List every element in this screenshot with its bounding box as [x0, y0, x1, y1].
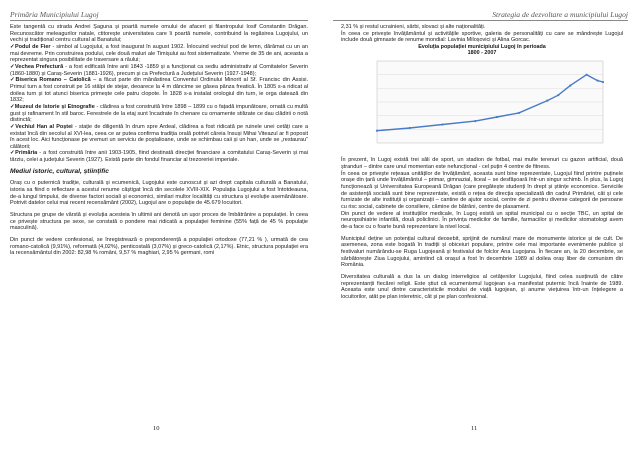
paragraph: Din punct de vedere confesional, se înregistrează o preponderență a populației ortodoxe (77,21 % ), urmată de cea romano-catolică (9,91%), reformată (4,02%), penticostală (3,07%) și greco-catolică (2,17%). Etnic, structura populației era la recensământul din 2002: 82,98 % români, 9,57 % maghiari, 2,95 % germani, romi: [10, 237, 308, 257]
running-header: Strategia de dezvoltare a municipiului Lugoj: [492, 10, 628, 19]
paragraph: În ceea ce privește rețeaua unităților de învățământ, aceasta sunt bine reprezentate, Lugojul fiind printre puținele orașe din țară unde învățământul – primar, gimnazial, liceal – se desfășoară într-un singur schimb. În plus, la Lugoj funcționează și Universitatea Europeană Drăgan (care pregătește studenți în drept și științe economice. Serviciile de asistență socială sunt bine reprezentate, există o rețea de direcția specializată din cadrul Primăriei, cât și cele furnizate de alte instituții și organizații – cantine de ajutor social, centre de zi pentru diverse categorii de persoane cu risc social, cabinete de consiliere, cămine de bătrâni, centre de plasament.: [341, 170, 623, 211]
landmark-description: - clădirea a fost construită între 1898 – 1899 cu o fațadă impunătoare, ornată cu multă gust și rafinament în stil baroc. Ferestrele de la etaj sunt încadrate în chenare cu ornamente stilizate ce dau clădirii o notă distinctă;: [10, 103, 308, 124]
data-point: [496, 116, 498, 118]
chart-title: Evoluția populației municipiului Lugoj în perioada: [418, 43, 546, 50]
paragraph: Structura pe grupe de vârstă și evoluția acesteia în ultimii ani denotă un ușor proces de îmbătrânire a populației. În ceea ce privește structura pe sexe, se constată o pondere mai ridicată a populației feminine (55% față de 45 % populație masculină).: [10, 212, 308, 232]
landmark-name: ✓Muzeul de Istorie și Etnografie: [10, 103, 95, 110]
page-number: 11: [471, 425, 478, 432]
section-heading: Mediul istoric, cultural, științific: [10, 167, 109, 175]
landmark-item: [10, 150, 308, 163]
header-rule: [333, 20, 628, 21]
landmark-description: - stație de diligentă în drum spre Ardeal, clădirea a fost ridicată pe ruinele unei cetăți care a existat încă din secolul al XVI-lea, ceea ce ar putea confirma tradiția orală potrivit căreia însuși Mihai Viteazul ar fi poposit în acest loc. Aici funcționase pe vremuri un serviciu de poștalioane, unde se schimbau caii și un han, unde se „restaurau” călătorii;: [10, 123, 309, 150]
data-point: [596, 79, 598, 81]
population-chart: [341, 44, 623, 151]
landmark-item: [10, 104, 308, 124]
data-point: [376, 129, 378, 131]
paragraph: Este tangentă cu strada Andrei Șaguna și poartă numele omului de afaceri și filantropului Iosif Constantin Drăgan. Recunoscător meleagurilor natale, ctitorește universitatea care îi poartă numele, contribuind la regăsirea Lugojului, un vechi și tradițional centru cultural al Banatului;: [10, 24, 308, 44]
text-column: [341, 24, 623, 301]
landmark-item: [10, 124, 308, 151]
landmark-description: - a fost construită între anii 1903-1905, fiind destinată direcției financiare a comitatului Caraș-Severin și mai târziu, celei a județului Severin (1927). Există parte din fondul financiar al trezoreriei imperiale.: [10, 150, 309, 164]
landmark-description: - simbol al Lugojului, a fost inaugurat în august 1902. Înlocuind vechiul pod de lemn, dărâmat cu un an mai devreme. Prin construirea podului, cele două maluri ale Timișului au fost sistematizate. Vreme de 35 de ani, aceasta a reprezentat singura posibilitate de traversare a râului;: [10, 43, 308, 64]
data-point: [474, 120, 476, 122]
landmark-name: ✓Primăria: [10, 150, 38, 157]
landmark-name: ✓Podul de Fier: [10, 43, 51, 50]
page-number: 10: [153, 425, 160, 432]
paragraph: În prezent, în Lugoj există trei săli de sport, un stadion de fotbal, mai multe terenuri cu gazon artificial, două ștranduri – dintre care unul momentan este nefuncțional - cel puțin 4 centre de fitness.: [341, 157, 623, 171]
landmark-name: ✓Vechea Prefectură: [10, 63, 64, 70]
data-point: [441, 123, 443, 125]
landmark-description: - a fost edificată între anii 1843 -1859 și a funcționat ca sediu administrativ al Comitatelor Severin (1860-1880) și Caraș-Severin (1881-1926), precum și ca Prefectură a Județului Severin (1927-1948);: [10, 63, 308, 77]
data-point: [409, 127, 411, 129]
landmark-name: ✓Vechiul Han al Poștei: [10, 123, 73, 130]
chart-subtitle: 1800 - 2007: [467, 50, 497, 57]
running-header: Primăria Municipiului Lugoj: [10, 10, 99, 19]
landmark-name: ✓Biserica Romano – Catolică: [10, 77, 91, 84]
paragraph: Municipiul deține un potențial cultural deosebit, sprijinit de numărul mare de monumente istorice și de cult. De asemenea, zona este bogată în tradiții și obiceiuri populare, printre cele mai importante evenimente publice și festivaluri numărându-se Ruga Lugojeană și festivalul de folclor Ana Lugojana. În fiecare an, la 20 decembrie, se sărbătorește Ziua Lugojului, amintind că orașul a fost în decembrie 1989 al doilea oraș liber de comunism din România.: [341, 235, 623, 269]
paragraph: Oraș cu o puternică tradiție, culturală și ecumenică, Lugojului este cunoscut și azi drept capitala culturală a Banatului, istoria sa fiind o reflectare a acestui renume câștigat încă din secolele XVIII-XIX. Populația Lugojului a fost întotdeauna, de-a lungul timpului, de diverse factori sociali și economici, similari multor localități cu structura și evoluție asemănătoare. Potrivit datelor celui mai recent recensământ (2002), Lugojul are o populație de 45.679 locuitori.: [10, 180, 308, 207]
paragraph: Diversitatea culturală a dus la un dialog interreligios al cetățenilor Lugojului, fiind celea susținută de către reprezentanții fiecărei religii. Este știut că ecumenismul lugojean s-a manifestat puternic încă înainte de 1989. Aceasta este unul dintre caracteristicile modului de viață lugojean, și anume viețuirea într-un înțelegere a locuitorilor, atât pe plan interetnic, cât și pe plan confesional.: [341, 273, 623, 300]
text-column: [10, 24, 308, 257]
data-point: [518, 112, 520, 114]
chart-plot: [341, 57, 623, 149]
data-point: [546, 99, 548, 101]
paragraph: 2,31 % și restul ucrainieni, sârbi, slovaci și alte naționalități.: [341, 24, 486, 30]
landmark-description: – a făcut parte din mănăstirea Conventul Ordinului Minorit al Sf. Francisc din Assisi. Primul turn a fost construit pe 16 stâlpi de stejar, deoarece la 4 m dâncime se găsea pânza freatică. În 1805 s-a ridicat al doilea turn și tot atunci biserica primește cele patru clopote. În 1828 s-a instalat orologiul din turn, ie orga datează din 1832;: [10, 77, 308, 104]
right-page: [319, 0, 638, 451]
paragraph: Din punct de vedere al instituțiilor medicale, în Lugoj există un spital municipal cu o secție TBC, un spital de neuropsihiatrie infantilă, două policlinici. În privința medicilor de familie, farmaciilor și medicilor stomatologi avem de-a face cu o foarte bună reprezentare la nivel local.: [341, 210, 623, 230]
landmark-item: [10, 64, 308, 77]
landmark-item: [10, 44, 308, 64]
data-point: [569, 84, 571, 86]
data-point: [602, 81, 604, 83]
landmark-item: [10, 77, 308, 104]
header-rule: [10, 20, 308, 21]
data-point: [557, 94, 559, 96]
paragraph: În ceea ce privește învățământul și activitățile sportive, galeria de personalități cu care se mândrește Lugojul include două gimnaste de renume mondial: Lavinia Miloșovici și Alina Gorcac.: [341, 30, 623, 44]
data-point: [586, 73, 588, 75]
